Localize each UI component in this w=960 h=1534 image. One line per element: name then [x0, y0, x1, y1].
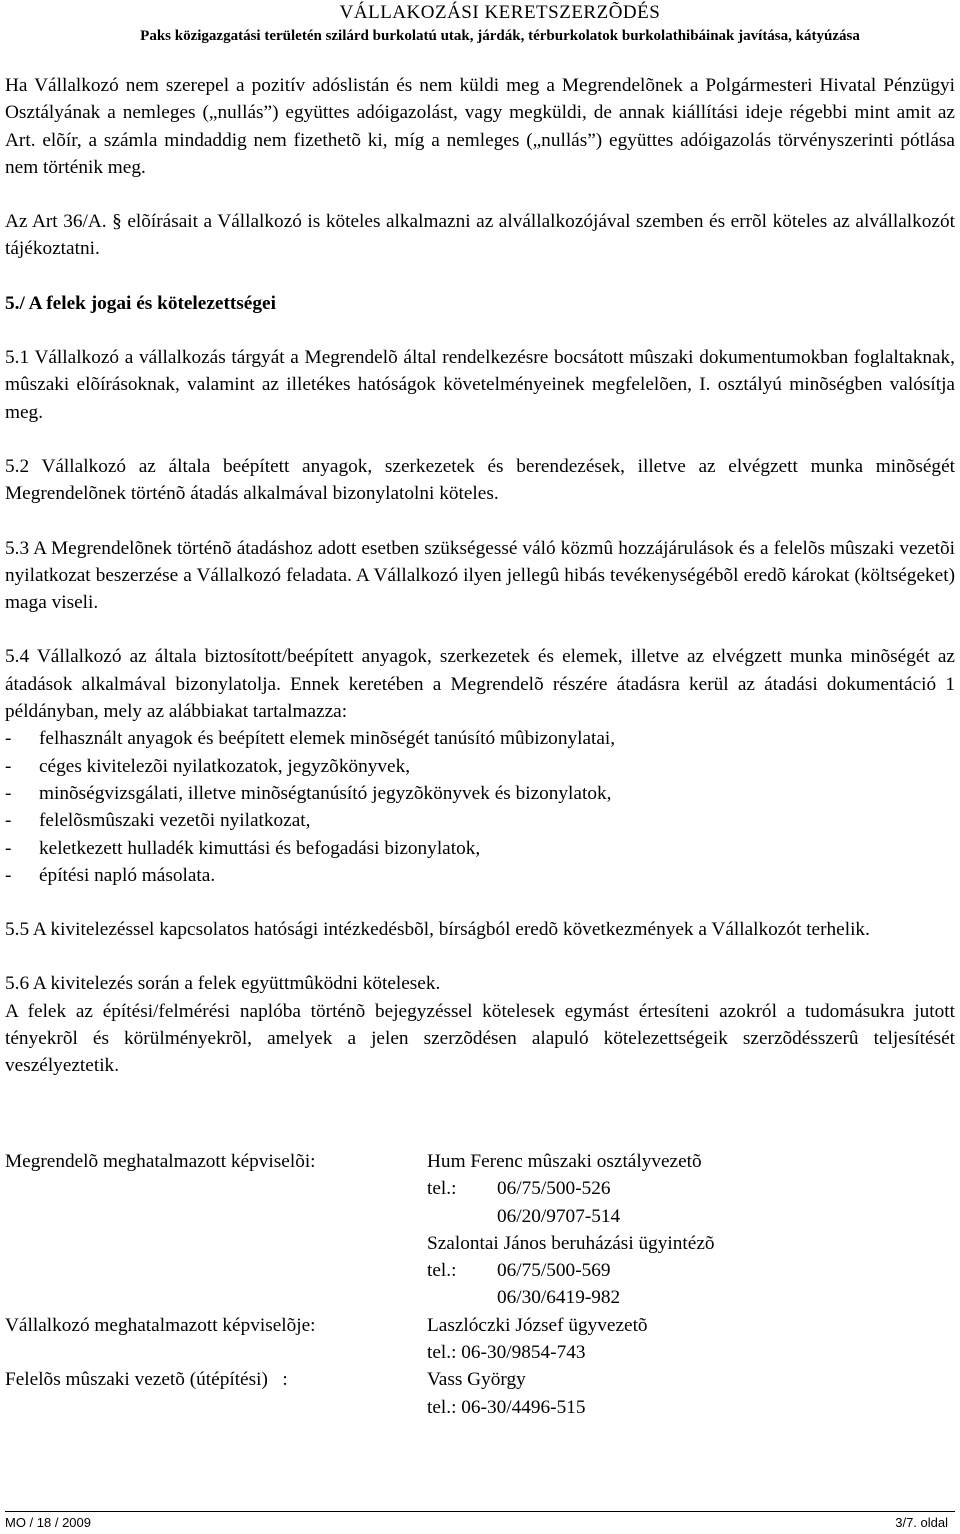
vallalkozo-label: Vállalkozó meghatalmazott képviselõje:	[5, 1314, 316, 1336]
phone-number: 06/75/500-526	[497, 1178, 611, 1200]
contact-row-megrendelo	[5, 1148, 945, 1312]
list-item: - felelõsmûszaki vezetõi nyilatkozat,	[5, 810, 311, 832]
contact-row-vallalkozo	[5, 1312, 945, 1367]
document-title: VÁLLAKOZÁSI KERETSZERZÕDÉS	[339, 2, 661, 23]
contact-person: Szalontai János beruházási ügyintézõ	[427, 1232, 715, 1254]
paragraph-5-3: 5.3 A Megrendelõnek történõ átadáshoz adott esetben szükségessé váló közmû hozzájárulások és a felelõs mûszaki vezetõi nyilatkozat beszerzése a Vállalkozó feladata. A Vállalkozó ilyen jellegû hibás tevékenységébõl eredõ károkat (költségeket) maga viseli.	[5, 537, 955, 614]
tel-label: tel.:	[427, 1178, 457, 1200]
paragraph-5-2: 5.2 Vállalkozó az általa beépített anyagok, szerkezetek és berendezések, illetve az elvégzett munka minõségét Megrendelõnek történõ átadás alkalmával bizonylatolni köteles.	[5, 455, 955, 505]
footer-rule	[5, 1511, 955, 1512]
page-footer	[5, 1515, 948, 1530]
paragraph-5-4: 5.4 Vállalkozó az általa biztosított/beépített anyagok, szerkezetek és elemek, illetve az elvégzett munka minõségét az átadások alkalmával bizonylatolja. Ennek keretében a Megrendelõ részére átadásra kerül az átadási dokumentáció 1 példányban, mely az alábbiakat tartalmazza:	[5, 646, 955, 723]
paragraph-5-1: 5.1 Vállalkozó a vállalkozás tárgyát a Megrendelõ által rendelkezésre bocsátott mûszaki dokumentumokban foglaltaknak, mûszaki elõírásoknak, valamint az illetékes hatóságok követelményeinek megfelelõen, I. osztályú minõségben valósítja meg.	[5, 347, 955, 423]
paragraph-5-6: 5.6 A kivitelezés során a felek együttmûködni kötelesek.	[5, 973, 441, 995]
paragraph-5-6-detail: A felek az építési/felmérési naplóba történõ bejegyzéssel kötelesek egymást értesíteni azokról a tudomásukra jutott tényekrõl és körülményekrõl, amelyek a jelen szerzõdésen alapuló kötelezettségeik szerzõdésszerû teljesítését veszélyeztetik.	[5, 1000, 955, 1077]
list-item: - céges kivitelezõi nyilatkozatok, jegyzõkönyvek,	[5, 755, 411, 777]
document-subtitle: Paks közigazgatási területén szilárd burkolatú utak, járdák, térburkolatok burkolathibáinak javítása, kátyúzása	[140, 28, 860, 44]
document-reference: MO / 18 / 2009	[5, 1515, 91, 1530]
list-item: - felhasznált anyagok és beépített elemek minõségét tanúsító mûbizonylatai,	[5, 728, 616, 750]
list-item: - keletkezett hulladék kimuttási és befogadási bizonylatok,	[5, 837, 481, 859]
contact-person: Vass György	[427, 1369, 526, 1391]
tel-label: tel.:	[427, 1260, 457, 1282]
page-number: 3/7. oldal	[895, 1515, 948, 1530]
contact-person: Hum Ferenc mûszaki osztályvezetõ	[427, 1151, 702, 1172]
document-body	[5, 72, 955, 1080]
list-item: - építési napló másolata.	[5, 864, 216, 886]
paragraph-5-5: 5.5 A kivitelezéssel kapcsolatos hatósági intézkedésbõl, bírságból eredõ következmények a Vállalkozót terhelik.	[5, 919, 870, 941]
phone-number: 06/20/9707-514	[497, 1205, 621, 1227]
phone-number: 06/75/500-569	[497, 1260, 611, 1282]
section-heading: 5./ A felek jogai és kötelezettségei	[5, 292, 276, 314]
contact-person: Laszlóczki József ügyvezetõ	[427, 1314, 648, 1336]
paragraph-art-36a: Az Art 36/A. § elõírásait a Vállalkozó is köteles alkalmazni az alvállalkozójával szemben és errõl köteles az alvállalkozót tájékoztatni.	[5, 211, 955, 260]
contact-row-felelos	[5, 1366, 945, 1421]
page-header	[0, 2, 960, 46]
phone-number: tel.: 06-30/9854-743	[427, 1342, 586, 1364]
contacts-block	[5, 1148, 945, 1421]
phone-number: 06/30/6419-982	[497, 1287, 621, 1309]
list-item: - minõségvizsgálati, illetve minõségtanúsító jegyzõkönyvek és bizonylatok,	[5, 782, 612, 804]
phone-number: tel.: 06-30/4496-515	[427, 1396, 586, 1418]
felelos-label: Felelõs mûszaki vezetõ (útépítési) :	[5, 1369, 288, 1391]
paragraph-adoigazolas: Ha Vállalkozó nem szerepel a pozitív adóslistán és nem küldi meg a Megrendelõnek a Polgármesteri Hivatal Pénzügyi Osztályának a nemleges („nullás”) együttes adóigazolást, vagy megküldi, de annak kiállítási ideje régebbi mint amit az Art. elõír, a számla mindaddig nem fizethetõ ki, míg a nemleges („nullás”) együttes adóigazolás törvényszerinti pótlása nem történik meg.	[5, 75, 955, 178]
documentation-list	[5, 725, 955, 889]
megrendelo-label: Megrendelõ meghatalmazott képviselõi:	[5, 1151, 316, 1172]
